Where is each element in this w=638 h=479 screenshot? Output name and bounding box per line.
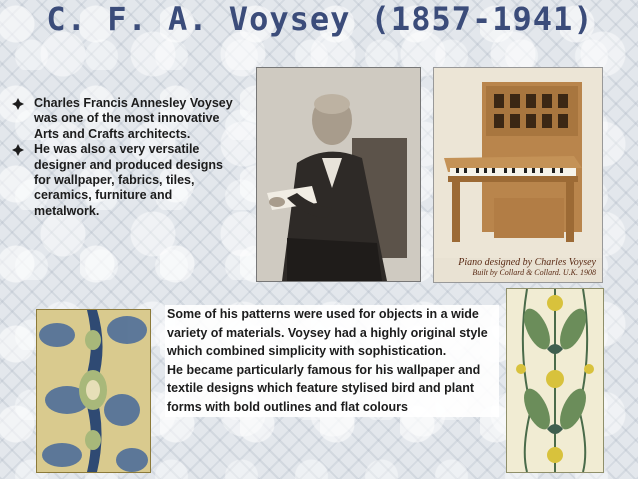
piano-illustration	[434, 68, 602, 258]
bird-plant-pattern-image	[506, 288, 604, 473]
slide-title: C. F. A. Voysey (1857-1941)	[46, 0, 594, 38]
portrait-illustration	[257, 68, 420, 281]
description-paragraph: He became particularly famous for his wallpaper and textile designs which feature stylised bird and plant forms with bold outlines and flat colours	[167, 362, 481, 414]
portrait-photo	[256, 67, 421, 282]
bullet-text: Charles Francis Annesley Voysey was one of the most innovative Arts and Crafts architects.	[34, 96, 233, 141]
piano-caption-line2: Built by Collard & Collard. U.K. 1908	[472, 268, 596, 277]
piano-caption-line1: Piano designed by Charles Voysey	[458, 257, 596, 268]
bullet-item	[10, 96, 238, 142]
bullet-list	[10, 96, 238, 219]
blue-floral-pattern-illustration	[37, 310, 150, 472]
green-plant-pattern-illustration	[507, 289, 603, 472]
piano-caption	[446, 258, 596, 278]
description-text	[165, 305, 499, 417]
wallpaper-pattern-image	[36, 309, 151, 473]
bullet-item	[10, 142, 238, 219]
description-paragraph: Some of his patterns were used for objects in a wide variety of materials. Voysey had a highly original style which combined simplicity with sophistication.	[167, 307, 488, 359]
bullet-text: He was also a very versatile designer and produced designs for wallpaper, fabrics, tiles, ceramics, furniture and metalwork.	[34, 142, 223, 218]
diamond-bullet-icon	[12, 144, 24, 156]
diamond-bullet-icon	[12, 98, 24, 110]
piano-photo	[433, 67, 603, 283]
